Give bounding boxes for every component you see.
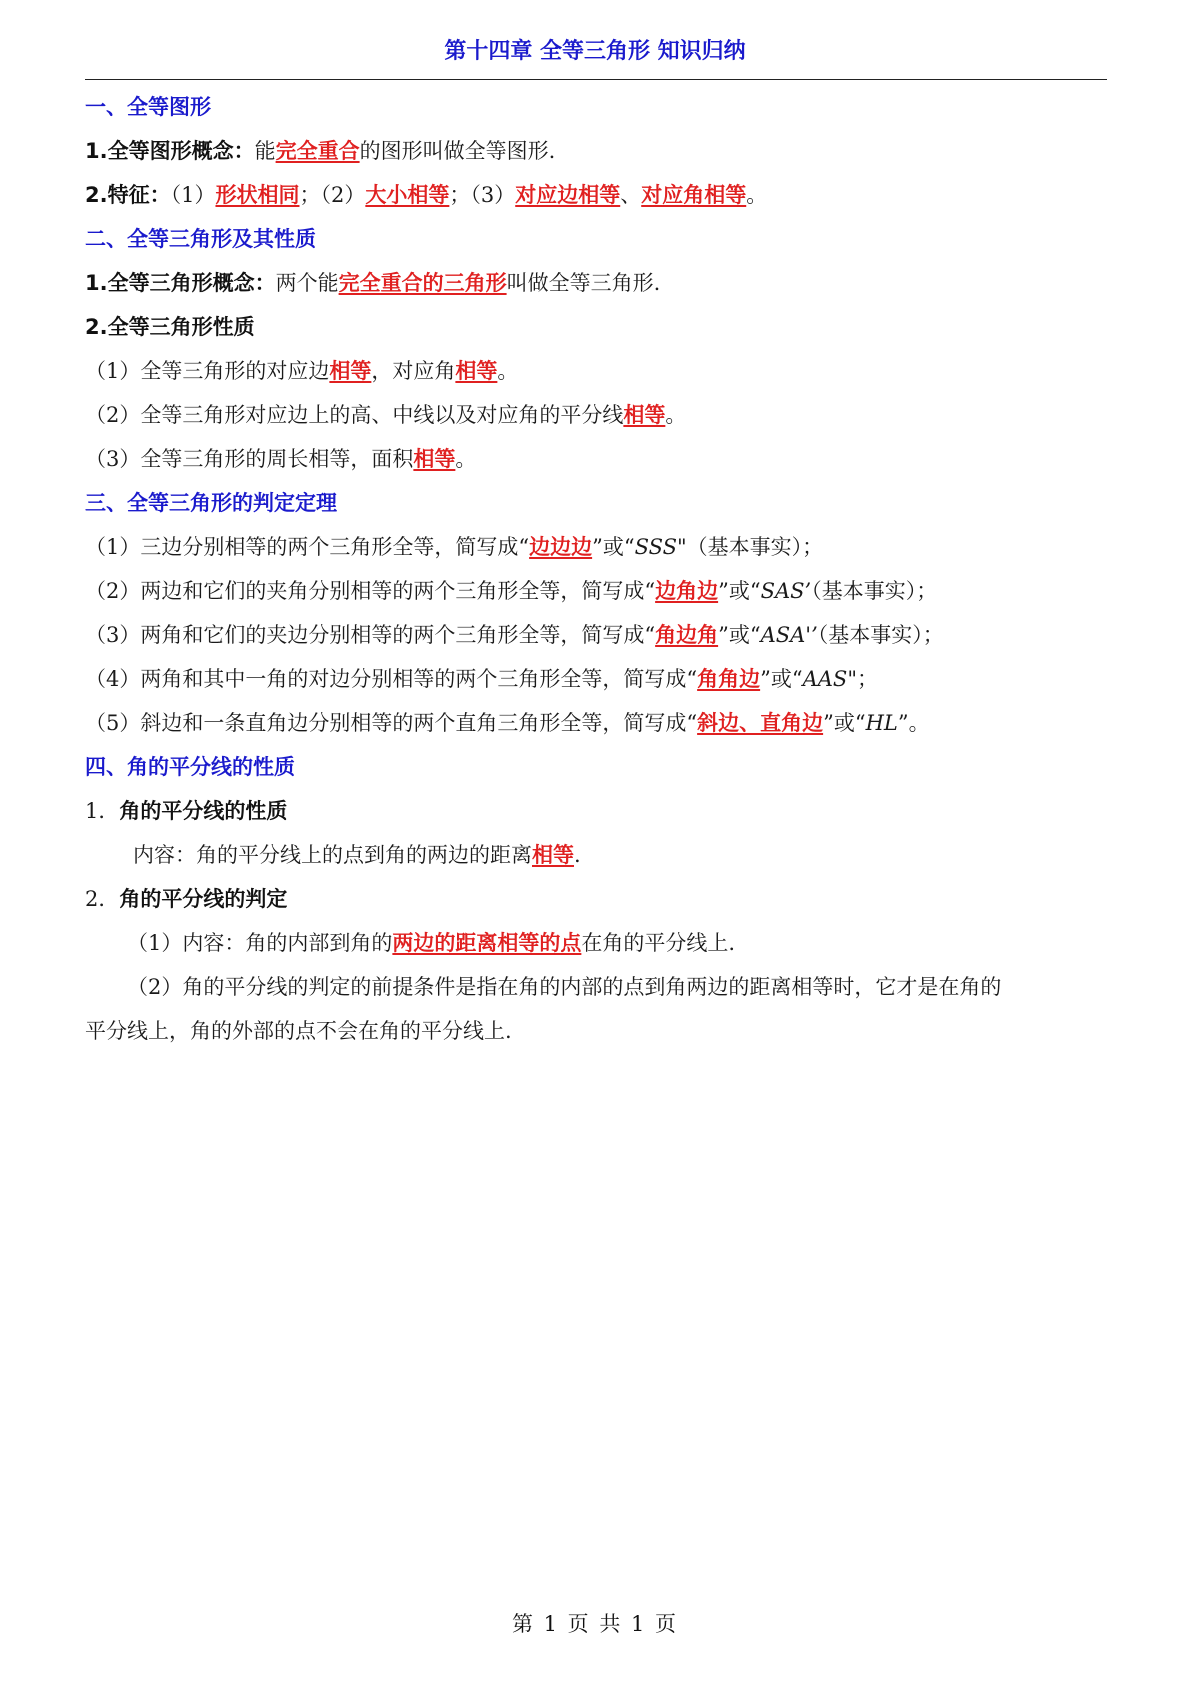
page-footer: 第 1 页 共 1 页 <box>511 1612 679 1636</box>
text: （5）斜边和一条直角边分别相等的两个直角三角形全等，简写成“ <box>85 711 698 735</box>
text: （4）两角和其中一角的对边分别相等的两个三角形全等，简写成“ <box>85 667 698 691</box>
key-term: 完全重合 <box>275 139 360 163</box>
theorem-item-5 <box>85 708 930 738</box>
property-item-2 <box>85 400 686 430</box>
key-term: 对应边相等 <box>515 183 621 207</box>
section-heading-1: 一、全等图形 <box>85 95 211 119</box>
text: ；（3） <box>449 183 516 207</box>
key-term: 相等 <box>413 447 456 471</box>
abbreviation: HL <box>865 711 898 735</box>
paragraph-congruent-triangle-concept <box>85 268 660 298</box>
text: "（基本事实）； <box>677 535 824 559</box>
text: ；（2） <box>299 183 366 207</box>
key-term: 相等 <box>329 359 372 383</box>
title-divider <box>85 79 1107 80</box>
text: ”或“ <box>718 579 761 603</box>
text: ”或“ <box>592 535 635 559</box>
page-title: 第十四章 全等三角形 知识归纳 <box>444 39 746 64</box>
key-term: 对应角相等 <box>641 183 747 207</box>
text: 。 <box>746 183 768 207</box>
key-term: 角角边 <box>697 667 761 691</box>
theorem-item-2 <box>85 576 937 606</box>
property-item-1 <box>85 356 518 386</box>
key-term: 相等 <box>455 359 498 383</box>
theorem-item-4 <box>85 664 878 694</box>
key-term: 边角边 <box>655 579 719 603</box>
term-label: 1.全等三角形概念： <box>85 271 276 295</box>
text: （1） <box>170 183 216 207</box>
key-term: 相等 <box>623 403 666 427</box>
section-heading-4: 四、角的平分线的性质 <box>85 755 295 779</box>
text: （2）全等三角形对应边上的高、中线以及对应角的平分线 <box>85 403 624 427</box>
bisector-criterion-content-2a: （2）角的平分线的判定的前提条件是指在角的内部的点到角两边的距离相等时，它才是在角的 <box>127 975 1002 999</box>
property-item-3 <box>85 444 476 474</box>
subheading-bisector-criterion <box>85 884 287 914</box>
theorem-item-1 <box>85 532 823 562</box>
bisector-criterion-content-2b: 平分线上，角的外部的点不会在角的平分线上. <box>85 1019 512 1043</box>
text: 的图形叫做全等图形. <box>359 139 556 163</box>
subheading-properties <box>85 312 255 342</box>
term-label: 2.特征： <box>85 183 171 207</box>
term-label: 2.全等三角形性质 <box>85 315 255 339</box>
text: 在角的平分线上. <box>581 931 736 955</box>
text: （2）两边和它们的夹角分别相等的两个三角形全等，简写成“ <box>85 579 656 603</box>
text: （1）三边分别相等的两个三角形全等，简写成“ <box>85 535 530 559</box>
text: ”或“ <box>823 711 866 735</box>
section-heading-3: 三、全等三角形的判定定理 <box>85 491 337 515</box>
abbreviation: AAS <box>802 667 848 691</box>
text: （3）两角和它们的夹边分别相等的两个三角形全等，简写成“ <box>85 623 656 647</box>
key-term: 相等 <box>532 843 574 867</box>
bisector-criterion-content-1 <box>127 928 735 958</box>
text: 两个能 <box>275 271 339 295</box>
key-term: 大小相等 <box>365 183 450 207</box>
abbreviation: ASA'’ <box>760 623 818 647</box>
text: ”。 <box>897 711 930 735</box>
key-term: 斜边、直角边 <box>697 711 824 735</box>
abbreviation: SSS <box>634 535 678 559</box>
term-label: 角的平分线的性质 <box>119 799 288 823</box>
text: ，对应角 <box>371 359 456 383</box>
text: 叫做全等三角形. <box>506 271 661 295</box>
item-number: 1． <box>85 799 120 823</box>
key-term: 形状相同 <box>215 183 300 207</box>
key-term: 完全重合的三角形 <box>338 271 507 295</box>
section-heading-2: 二、全等三角形及其性质 <box>85 227 316 251</box>
key-term: 边边边 <box>529 535 593 559</box>
text: 能 <box>254 139 276 163</box>
text: ”或“ <box>718 623 761 647</box>
text: 。 <box>497 359 519 383</box>
text: "； <box>847 667 878 691</box>
text: （基本事实）； <box>811 579 938 603</box>
text: ”或“ <box>760 667 803 691</box>
text: 。 <box>665 403 687 427</box>
paragraph-congruent-figure-concept <box>85 136 555 166</box>
text: （3）全等三角形的周长相等，面积 <box>85 447 414 471</box>
term-label: 1.全等图形概念： <box>85 139 255 163</box>
subheading-bisector-property <box>85 796 287 826</box>
text: （1）内容：角的内部到角的 <box>127 931 393 955</box>
text: （1）全等三角形的对应边 <box>85 359 330 383</box>
text: （基本事实）； <box>817 623 944 647</box>
theorem-item-3 <box>85 620 944 650</box>
text: 内容：角的平分线上的点到角的两边的距离 <box>133 843 532 867</box>
paragraph-features <box>85 180 767 210</box>
key-term: 两边的距离相等的点 <box>392 931 582 955</box>
text: 。 <box>455 447 477 471</box>
key-term: 角边角 <box>655 623 719 647</box>
term-label: 角的平分线的判定 <box>119 887 288 911</box>
abbreviation: SAS’ <box>760 579 812 603</box>
text: 、 <box>620 183 642 207</box>
text: . <box>574 843 581 867</box>
bisector-property-content <box>133 840 581 870</box>
item-number: 2． <box>85 887 120 911</box>
